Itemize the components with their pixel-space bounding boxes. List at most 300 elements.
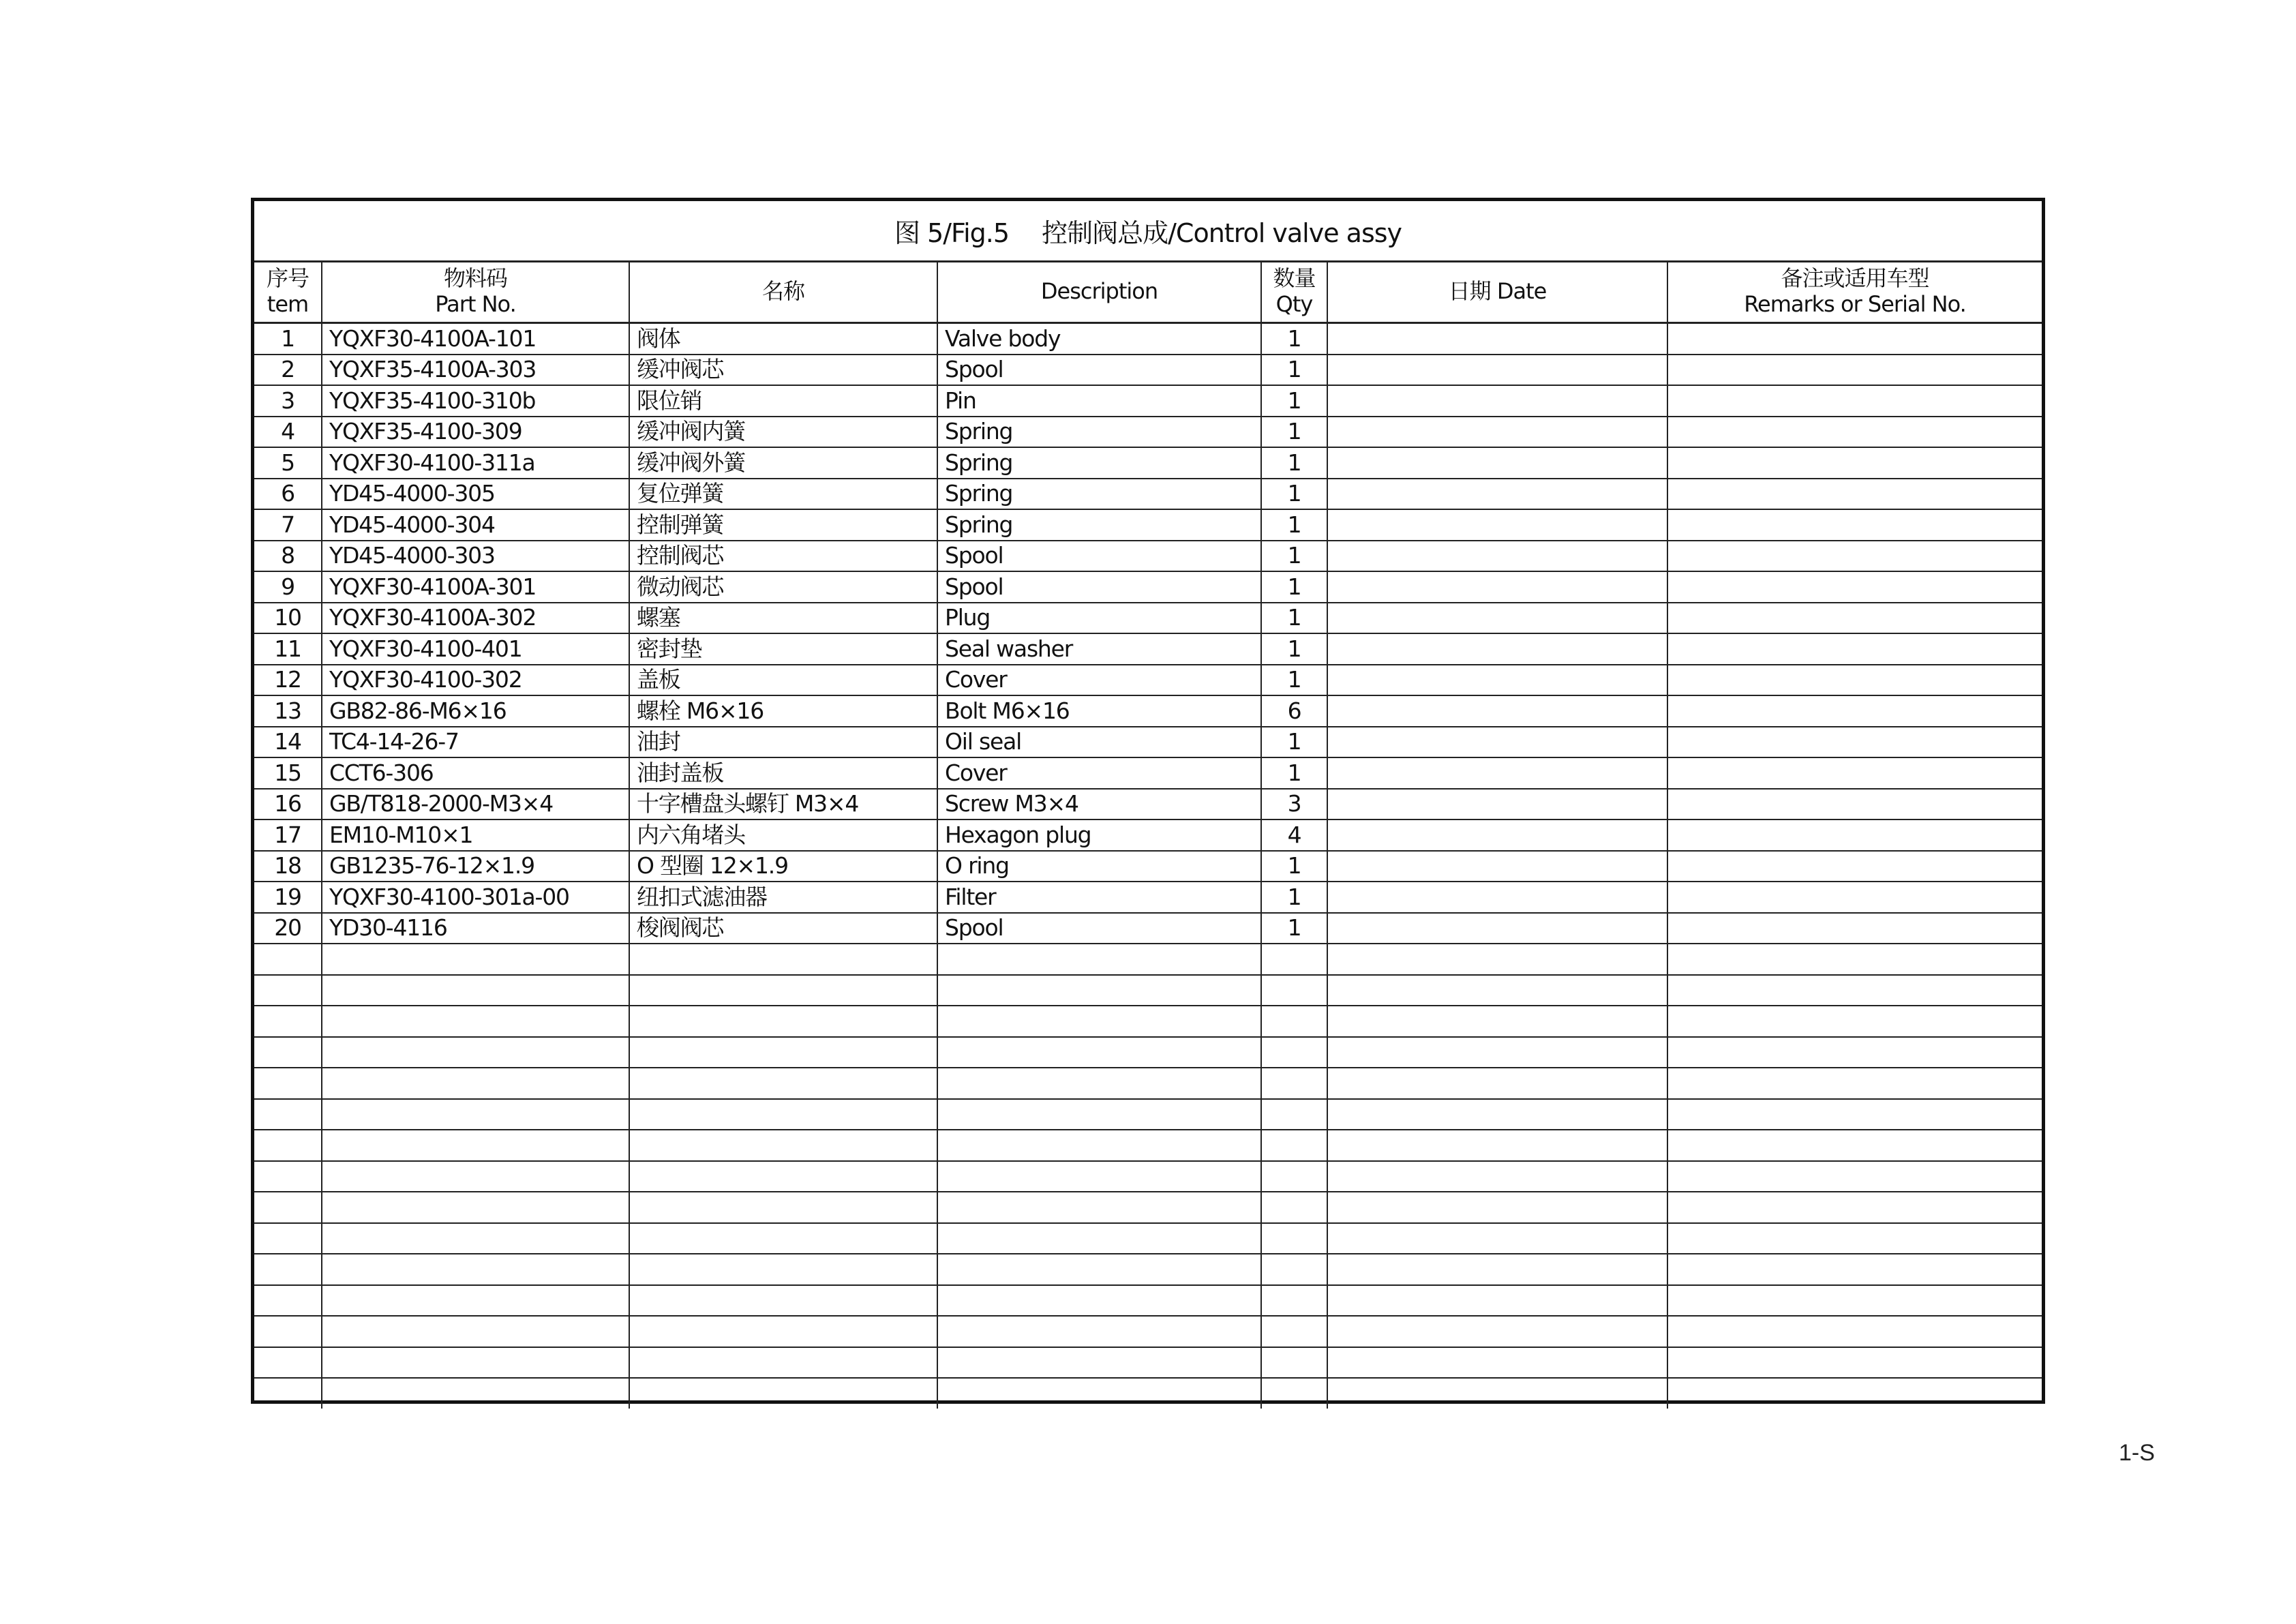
qty-cell: 1 xyxy=(1261,355,1327,386)
name-cell xyxy=(629,1223,937,1254)
header-part-no-cn: 物料码 xyxy=(443,265,507,291)
qty-cell xyxy=(1261,1037,1327,1068)
table-row xyxy=(254,603,2042,634)
header-part-no xyxy=(322,260,629,323)
table-row xyxy=(254,355,2042,386)
date-cell xyxy=(1327,789,1667,820)
description-cell xyxy=(937,975,1261,1006)
table-row xyxy=(254,385,2042,417)
date-cell xyxy=(1327,1099,1667,1130)
date-cell xyxy=(1327,633,1667,665)
qty-cell xyxy=(1261,1192,1327,1223)
name-cell: 内六角堵头 xyxy=(629,819,937,851)
remarks-cell xyxy=(1667,695,2042,727)
date-cell xyxy=(1327,975,1667,1006)
date-cell xyxy=(1327,603,1667,634)
table-row xyxy=(254,665,2042,696)
remarks-cell xyxy=(1667,1316,2042,1347)
header-part-no-en: Part No. xyxy=(435,291,516,317)
description-cell: Spring xyxy=(937,417,1261,448)
description-cell xyxy=(937,1006,1261,1037)
date-cell xyxy=(1327,479,1667,510)
item-cell: 8 xyxy=(254,541,322,572)
remarks-cell xyxy=(1667,851,2042,882)
part-no-cell xyxy=(322,1285,629,1317)
item-cell: 19 xyxy=(254,882,322,913)
part-no-cell: YQXF30-4100-302 xyxy=(322,665,629,696)
header-item xyxy=(254,260,322,323)
header-remarks-en: Remarks or Serial No. xyxy=(1744,291,1966,317)
qty-cell: 1 xyxy=(1261,417,1327,448)
empty-table-row xyxy=(254,1254,2042,1285)
date-cell xyxy=(1327,1130,1667,1161)
qty-cell: 1 xyxy=(1261,913,1327,944)
item-cell xyxy=(254,975,322,1006)
description-cell: Oil seal xyxy=(937,727,1261,758)
qty-cell xyxy=(1261,1130,1327,1161)
item-cell xyxy=(254,944,322,975)
qty-cell xyxy=(1261,1378,1327,1409)
header-qty xyxy=(1261,260,1327,323)
table-row xyxy=(254,541,2042,572)
parts-table-body xyxy=(254,323,2042,1409)
qty-cell: 1 xyxy=(1261,665,1327,696)
item-cell: 2 xyxy=(254,355,322,386)
date-cell xyxy=(1327,541,1667,572)
part-no-cell xyxy=(322,1161,629,1192)
empty-table-row xyxy=(254,1130,2042,1161)
date-cell xyxy=(1327,913,1667,944)
description-cell: Spool xyxy=(937,355,1261,386)
name-cell: 纽扣式滤油器 xyxy=(629,882,937,913)
empty-table-row xyxy=(254,1161,2042,1192)
date-cell xyxy=(1327,417,1667,448)
description-cell: Cover xyxy=(937,757,1261,789)
item-cell xyxy=(254,1161,322,1192)
item-cell xyxy=(254,1254,322,1285)
date-cell xyxy=(1327,882,1667,913)
empty-table-row xyxy=(254,1378,2042,1409)
part-no-cell: YQXF30-4100A-101 xyxy=(322,323,629,355)
name-cell: 盖板 xyxy=(629,665,937,696)
item-cell xyxy=(254,1378,322,1409)
qty-cell: 1 xyxy=(1261,882,1327,913)
qty-cell xyxy=(1261,975,1327,1006)
qty-cell xyxy=(1261,1254,1327,1285)
name-cell: 密封垫 xyxy=(629,633,937,665)
qty-cell: 4 xyxy=(1261,819,1327,851)
header-date-en: 日期 Date xyxy=(1448,278,1547,304)
date-cell xyxy=(1327,1378,1667,1409)
item-cell: 12 xyxy=(254,665,322,696)
name-cell: 控制弹簧 xyxy=(629,509,937,541)
description-cell xyxy=(937,1068,1261,1099)
qty-cell xyxy=(1261,1285,1327,1317)
header-date xyxy=(1327,260,1667,323)
name-cell xyxy=(629,1254,937,1285)
qty-cell: 1 xyxy=(1261,633,1327,665)
item-cell: 5 xyxy=(254,447,322,479)
remarks-cell xyxy=(1667,819,2042,851)
table-title-row xyxy=(254,201,2042,262)
description-cell: Spool xyxy=(937,571,1261,603)
table-row xyxy=(254,509,2042,541)
remarks-cell xyxy=(1667,944,2042,975)
header-item-cn: 序号 xyxy=(266,265,309,291)
name-cell xyxy=(629,1006,937,1037)
name-cell xyxy=(629,1068,937,1099)
header-item-en: tem xyxy=(267,291,309,317)
table-row xyxy=(254,913,2042,944)
remarks-cell xyxy=(1667,727,2042,758)
item-cell xyxy=(254,1316,322,1347)
description-cell: Hexagon plug xyxy=(937,819,1261,851)
date-cell xyxy=(1327,1347,1667,1379)
remarks-cell xyxy=(1667,913,2042,944)
description-cell: Pin xyxy=(937,385,1261,417)
part-no-cell: YQXF30-4100A-301 xyxy=(322,571,629,603)
name-cell xyxy=(629,1285,937,1317)
remarks-cell xyxy=(1667,1099,2042,1130)
remarks-cell xyxy=(1667,1347,2042,1379)
qty-cell: 1 xyxy=(1261,385,1327,417)
description-cell: Spool xyxy=(937,541,1261,572)
item-cell: 11 xyxy=(254,633,322,665)
description-cell: O ring xyxy=(937,851,1261,882)
table-row xyxy=(254,757,2042,789)
empty-table-row xyxy=(254,1316,2042,1347)
name-cell: 微动阀芯 xyxy=(629,571,937,603)
name-cell xyxy=(629,975,937,1006)
remarks-cell xyxy=(1667,882,2042,913)
table-title: 图 5/Fig.5 控制阀总成/Control valve assy xyxy=(894,218,1402,248)
remarks-cell xyxy=(1667,385,2042,417)
table-row xyxy=(254,727,2042,758)
header-remarks-cn: 备注或适用车型 xyxy=(1781,265,1929,291)
name-cell: 螺塞 xyxy=(629,603,937,634)
remarks-cell xyxy=(1667,323,2042,355)
part-no-cell xyxy=(322,1223,629,1254)
item-cell xyxy=(254,1130,322,1161)
table-row xyxy=(254,789,2042,820)
empty-table-row xyxy=(254,1006,2042,1037)
name-cell: 限位销 xyxy=(629,385,937,417)
qty-cell xyxy=(1261,1068,1327,1099)
description-cell xyxy=(937,1099,1261,1130)
item-cell: 7 xyxy=(254,509,322,541)
qty-cell: 1 xyxy=(1261,447,1327,479)
remarks-cell xyxy=(1667,541,2042,572)
parts-table xyxy=(254,260,2042,1409)
description-cell xyxy=(937,1254,1261,1285)
date-cell xyxy=(1327,665,1667,696)
empty-table-row xyxy=(254,1223,2042,1254)
part-no-cell: YQXF30-4100-311a xyxy=(322,447,629,479)
name-cell: 油封 xyxy=(629,727,937,758)
header-qty-en: Qty xyxy=(1275,291,1313,317)
qty-cell xyxy=(1261,1316,1327,1347)
part-no-cell: YQXF35-4100-309 xyxy=(322,417,629,448)
remarks-cell xyxy=(1667,509,2042,541)
date-cell xyxy=(1327,1037,1667,1068)
remarks-cell xyxy=(1667,1161,2042,1192)
part-no-cell: YQXF30-4100A-302 xyxy=(322,603,629,634)
item-cell: 13 xyxy=(254,695,322,727)
remarks-cell xyxy=(1667,417,2042,448)
remarks-cell xyxy=(1667,633,2042,665)
table-row xyxy=(254,633,2042,665)
header-description-en: Description xyxy=(1040,278,1158,304)
remarks-cell xyxy=(1667,479,2042,510)
remarks-cell xyxy=(1667,603,2042,634)
date-cell xyxy=(1327,447,1667,479)
qty-cell xyxy=(1261,1099,1327,1130)
part-no-cell: GB82-86-M6×16 xyxy=(322,695,629,727)
item-cell: 10 xyxy=(254,603,322,634)
date-cell xyxy=(1327,385,1667,417)
description-cell: Seal washer xyxy=(937,633,1261,665)
date-cell xyxy=(1327,1161,1667,1192)
part-no-cell xyxy=(322,1378,629,1409)
item-cell: 3 xyxy=(254,385,322,417)
part-no-cell: GB/T818-2000-M3×4 xyxy=(322,789,629,820)
empty-table-row xyxy=(254,1099,2042,1130)
part-no-cell: YD45-4000-305 xyxy=(322,479,629,510)
remarks-cell xyxy=(1667,1068,2042,1099)
header-description xyxy=(937,260,1261,323)
remarks-cell xyxy=(1667,571,2042,603)
empty-table-row xyxy=(254,1285,2042,1317)
empty-table-row xyxy=(254,1347,2042,1379)
part-no-cell xyxy=(322,1347,629,1379)
name-cell xyxy=(629,1130,937,1161)
item-cell: 18 xyxy=(254,851,322,882)
qty-cell xyxy=(1261,1161,1327,1192)
item-cell: 17 xyxy=(254,819,322,851)
description-cell xyxy=(937,944,1261,975)
table-row xyxy=(254,447,2042,479)
name-cell: O 型圈 12×1.9 xyxy=(629,851,937,882)
description-cell: Spool xyxy=(937,913,1261,944)
date-cell xyxy=(1327,851,1667,882)
date-cell xyxy=(1327,1192,1667,1223)
part-no-cell: YQXF35-4100-310b xyxy=(322,385,629,417)
description-cell xyxy=(937,1037,1261,1068)
item-cell xyxy=(254,1192,322,1223)
name-cell xyxy=(629,1037,937,1068)
table-row xyxy=(254,851,2042,882)
name-cell: 复位弹簧 xyxy=(629,479,937,510)
name-cell xyxy=(629,1161,937,1192)
qty-cell: 1 xyxy=(1261,851,1327,882)
name-cell: 缓冲阀外簧 xyxy=(629,447,937,479)
qty-cell: 3 xyxy=(1261,789,1327,820)
item-cell xyxy=(254,1099,322,1130)
page-number: 1-S xyxy=(2119,1440,2155,1466)
name-cell xyxy=(629,1192,937,1223)
description-cell: Valve body xyxy=(937,323,1261,355)
name-cell: 油封盖板 xyxy=(629,757,937,789)
part-no-cell xyxy=(322,975,629,1006)
table-row xyxy=(254,571,2042,603)
description-cell xyxy=(937,1192,1261,1223)
item-cell xyxy=(254,1037,322,1068)
description-cell: Plug xyxy=(937,603,1261,634)
qty-cell: 6 xyxy=(1261,695,1327,727)
part-no-cell: EM10-M10×1 xyxy=(322,819,629,851)
part-no-cell xyxy=(322,1254,629,1285)
part-no-cell: GB1235-76-12×1.9 xyxy=(322,851,629,882)
item-cell xyxy=(254,1285,322,1317)
part-no-cell: YQXF35-4100A-303 xyxy=(322,355,629,386)
remarks-cell xyxy=(1667,1037,2042,1068)
date-cell xyxy=(1327,1223,1667,1254)
part-no-cell: YQXF30-4100-401 xyxy=(322,633,629,665)
item-cell: 16 xyxy=(254,789,322,820)
header-qty-cn: 数量 xyxy=(1273,265,1316,291)
date-cell xyxy=(1327,355,1667,386)
name-cell: 缓冲阀芯 xyxy=(629,355,937,386)
description-cell xyxy=(937,1161,1261,1192)
part-no-cell: YD45-4000-303 xyxy=(322,541,629,572)
header-remarks xyxy=(1667,260,2042,323)
remarks-cell xyxy=(1667,1378,2042,1409)
part-no-cell: TC4-14-26-7 xyxy=(322,727,629,758)
description-cell: Bolt M6×16 xyxy=(937,695,1261,727)
remarks-cell xyxy=(1667,1130,2042,1161)
part-no-cell xyxy=(322,1192,629,1223)
name-cell: 螺栓 M6×16 xyxy=(629,695,937,727)
parts-list-table xyxy=(251,198,2045,1404)
qty-cell: 1 xyxy=(1261,479,1327,510)
remarks-cell xyxy=(1667,1223,2042,1254)
qty-cell: 1 xyxy=(1261,727,1327,758)
name-cell: 缓冲阀内簧 xyxy=(629,417,937,448)
item-cell xyxy=(254,1068,322,1099)
remarks-cell xyxy=(1667,789,2042,820)
empty-table-row xyxy=(254,1068,2042,1099)
empty-table-row xyxy=(254,1037,2042,1068)
part-no-cell: CCT6-306 xyxy=(322,757,629,789)
name-cell: 梭阀阀芯 xyxy=(629,913,937,944)
name-cell: 阀体 xyxy=(629,323,937,355)
qty-cell xyxy=(1261,1006,1327,1037)
item-cell: 4 xyxy=(254,417,322,448)
description-cell: Screw M3×4 xyxy=(937,789,1261,820)
qty-cell: 1 xyxy=(1261,757,1327,789)
part-no-cell: YD30-4116 xyxy=(322,913,629,944)
description-cell xyxy=(937,1347,1261,1379)
date-cell xyxy=(1327,1254,1667,1285)
description-cell xyxy=(937,1378,1261,1409)
qty-cell: 1 xyxy=(1261,323,1327,355)
item-cell: 6 xyxy=(254,479,322,510)
date-cell xyxy=(1327,695,1667,727)
part-no-cell xyxy=(322,1068,629,1099)
part-no-cell: YQXF30-4100-301a-00 xyxy=(322,882,629,913)
name-cell xyxy=(629,1378,937,1409)
item-cell xyxy=(254,1347,322,1379)
date-cell xyxy=(1327,944,1667,975)
empty-table-row xyxy=(254,1192,2042,1223)
date-cell xyxy=(1327,727,1667,758)
date-cell xyxy=(1327,757,1667,789)
description-cell xyxy=(937,1285,1261,1317)
remarks-cell xyxy=(1667,1254,2042,1285)
part-no-cell xyxy=(322,1099,629,1130)
part-no-cell xyxy=(322,1316,629,1347)
qty-cell xyxy=(1261,944,1327,975)
part-no-cell xyxy=(322,944,629,975)
description-cell: Cover xyxy=(937,665,1261,696)
date-cell xyxy=(1327,819,1667,851)
remarks-cell xyxy=(1667,975,2042,1006)
item-cell: 15 xyxy=(254,757,322,789)
qty-cell xyxy=(1261,1347,1327,1379)
item-cell xyxy=(254,1006,322,1037)
remarks-cell xyxy=(1667,355,2042,386)
header-name-cn: 名称 xyxy=(761,278,804,304)
table-row xyxy=(254,819,2042,851)
empty-table-row xyxy=(254,944,2042,975)
description-cell: Spring xyxy=(937,479,1261,510)
part-no-cell xyxy=(322,1130,629,1161)
qty-cell: 1 xyxy=(1261,541,1327,572)
qty-cell xyxy=(1261,1223,1327,1254)
name-cell xyxy=(629,1316,937,1347)
item-cell: 1 xyxy=(254,323,322,355)
name-cell xyxy=(629,1347,937,1379)
part-no-cell: YD45-4000-304 xyxy=(322,509,629,541)
remarks-cell xyxy=(1667,665,2042,696)
item-cell: 14 xyxy=(254,727,322,758)
qty-cell: 1 xyxy=(1261,571,1327,603)
item-cell: 9 xyxy=(254,571,322,603)
name-cell: 十字槽盘头螺钉 M3×4 xyxy=(629,789,937,820)
date-cell xyxy=(1327,323,1667,355)
description-cell: Spring xyxy=(937,509,1261,541)
date-cell xyxy=(1327,1006,1667,1037)
item-cell: 20 xyxy=(254,913,322,944)
description-cell xyxy=(937,1316,1261,1347)
name-cell xyxy=(629,1099,937,1130)
header-row xyxy=(254,260,2042,323)
name-cell xyxy=(629,944,937,975)
remarks-cell xyxy=(1667,757,2042,789)
qty-cell: 1 xyxy=(1261,603,1327,634)
item-cell xyxy=(254,1223,322,1254)
date-cell xyxy=(1327,1316,1667,1347)
part-no-cell xyxy=(322,1006,629,1037)
date-cell xyxy=(1327,509,1667,541)
remarks-cell xyxy=(1667,1285,2042,1317)
name-cell: 控制阀芯 xyxy=(629,541,937,572)
table-row xyxy=(254,323,2042,355)
remarks-cell xyxy=(1667,1192,2042,1223)
table-row xyxy=(254,695,2042,727)
remarks-cell xyxy=(1667,1006,2042,1037)
date-cell xyxy=(1327,1285,1667,1317)
table-row xyxy=(254,479,2042,510)
date-cell xyxy=(1327,571,1667,603)
date-cell xyxy=(1327,1068,1667,1099)
table-row xyxy=(254,882,2042,913)
qty-cell: 1 xyxy=(1261,509,1327,541)
parts-grid xyxy=(254,260,2042,1400)
table-row xyxy=(254,417,2042,448)
remarks-cell xyxy=(1667,447,2042,479)
description-cell xyxy=(937,1223,1261,1254)
